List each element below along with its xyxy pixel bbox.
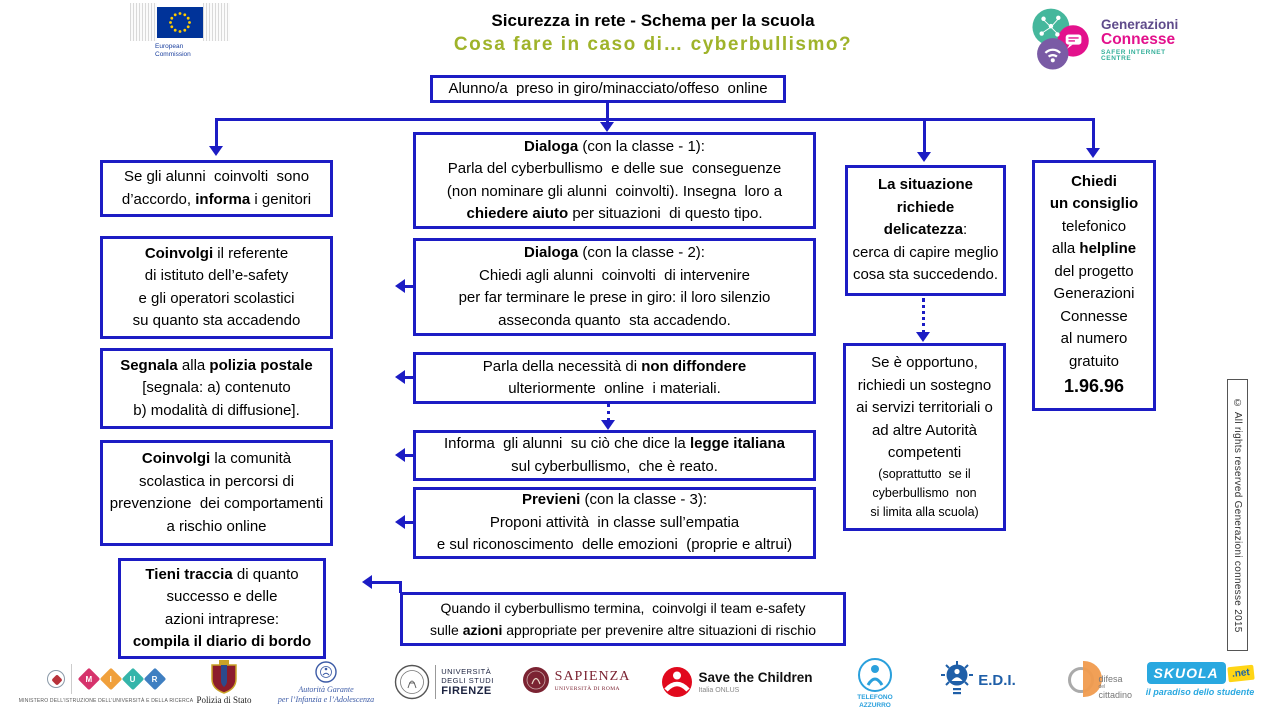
- flow-box-dialoga-1: Dialoga (con la classe - 1): Parla del cyberbullismo e delle sue conseguenze (non nominare gli alunni coinvolti). Insegna loro a chiedere aiuto per situazioni di questo tipo.: [413, 132, 816, 229]
- difesa-graphic: [1066, 661, 1132, 700]
- skuola-tagline: il paradiso dello studente: [1145, 687, 1255, 697]
- polizia-caption: Polizia di Stato: [196, 695, 252, 705]
- arrowhead-to-dialoga-1: [600, 122, 614, 132]
- dotted-connector-right: [922, 298, 925, 334]
- difesa-caption: difesa del cittadino: [1098, 674, 1132, 700]
- skuola-wordmark: SKUOLA: [1147, 662, 1226, 684]
- flow-box-coinvolgi-referente: Coinvolgi il referente di istituto dell’e-safety e gli operatori scolastici su quanto sta accadendo: [100, 236, 333, 339]
- arrowhead-dotted-center: [601, 420, 615, 430]
- logo-garante-infanzia: [272, 661, 380, 704]
- save-the-children-icon: [661, 666, 693, 698]
- sapienza-seal-icon: [522, 666, 550, 694]
- connector-previeni-left: [405, 521, 414, 524]
- miur-i-icon: I: [99, 668, 122, 691]
- title-line-1: Sicurezza in rete - Schema per la scuola: [491, 11, 815, 30]
- flow-box-helpline: Chiedi un consiglio telefonico alla helpline del progetto Generazioni Connesse al numero gratuito 1.96.96: [1032, 160, 1156, 411]
- flow-box-tieni-traccia: Tieni traccia di quanto successo e delle azioni intraprese: compila il diario di bordo: [118, 558, 326, 659]
- logo-edi: [932, 661, 1024, 699]
- edi-caption: E.D.I.: [978, 671, 1016, 689]
- logo-miur: [18, 664, 194, 704]
- arrowhead-left-team-esafety: [362, 575, 372, 589]
- copyright-strip: [1227, 379, 1248, 651]
- connector-dialoga2-left: [405, 285, 414, 288]
- logo-polizia-di-stato: [188, 660, 260, 705]
- flow-box-dialoga-2: Dialoga (con la classe - 2): Chiedi agli alunni coinvolti di intervenire per far terminare le prese in giro: il loro silenzio asseconda quanto sta accadendo.: [413, 238, 816, 336]
- title-line-2: Cosa fare in caso di… cyberbullismo?: [453, 34, 853, 55]
- connector-branch-right1: [923, 118, 926, 153]
- arrowhead-left-non-diffondere: [395, 370, 405, 384]
- italy-emblem-icon: [47, 670, 65, 688]
- flow-box-sostegno-servizi: Se è opportuno, richiedi un sostegno ai servizi territoriali o ad altre Autorità competenti (soprattutto se il cyberbullismo non si limita alla scuola): [843, 343, 1006, 531]
- firenze-caption: UNIVERSITÀ DEGLI STUDI FIRENZE: [441, 667, 494, 697]
- polizia-crest-icon: [211, 660, 237, 694]
- generazioni-connesse-logo: [1026, 5, 1191, 75]
- eu-stripes-right: [203, 3, 230, 41]
- telefono-azzurro-icon: [857, 657, 893, 693]
- arrowhead-dotted-right: [916, 332, 930, 342]
- connector-nondiffondere-left: [405, 376, 414, 379]
- arrowhead-to-helpline: [1086, 148, 1100, 158]
- gc-name-line2: Connesse: [1101, 31, 1176, 48]
- copyright-text: © All rights reserved Generazioni connesse 2015: [1232, 397, 1243, 633]
- arrowhead-left-dialoga-2: [395, 279, 405, 293]
- miur-u-icon: U: [121, 668, 144, 691]
- flow-box-segnala-polizia-postale: Segnala alla polizia postale [segnala: a) contenuto b) modalità di diffusione].: [100, 348, 333, 429]
- connector-team-elbow-bar: [372, 581, 402, 584]
- sapienza-caption: SAPIENZA UNIVERSITÀ DI ROMA: [554, 668, 631, 692]
- dotted-connector-center: [607, 404, 610, 421]
- eu-flag-icon: [157, 7, 203, 38]
- slide-title: [418, 11, 888, 56]
- save-the-children-caption: Save the Children Italia ONLUS: [698, 670, 813, 694]
- miur-m-icon: M: [77, 668, 100, 691]
- arrowhead-left-previeni: [395, 515, 405, 529]
- flow-box-non-diffondere: Parla della necessità di non diffondere ulteriormente online i materiali.: [413, 352, 816, 404]
- flow-box-situazione-delicata: La situazione richiede delicatezza: cerca di capire meglio cosa sta succedendo.: [845, 165, 1006, 296]
- flow-box-previeni: Previeni (con la classe - 3): Proponi attività in classe sull’empatia e sul riconoscimento delle emozioni (proprie e altrui): [413, 487, 816, 559]
- edi-bulb-icon: [940, 661, 974, 699]
- miur-r-icon: R: [143, 668, 166, 691]
- miur-divider: [71, 664, 72, 694]
- arrowhead-to-situazione-delicata: [917, 152, 931, 162]
- skuola-net-tab: .net: [1227, 664, 1254, 682]
- european-commission-logo: [127, 3, 233, 69]
- firenze-seal-icon: [394, 664, 430, 700]
- connector-branch-bar: [215, 118, 1095, 121]
- flow-box-team-esafety: Quando il cyberbullismo termina, coinvolgi il team e-safety sulle azioni appropriate per prevenire altre situazioni di rischio: [400, 592, 846, 646]
- logo-telefono-azzurro: [846, 657, 904, 709]
- telefono-azzurro-caption: TELEFONO AZZURRO: [857, 694, 893, 709]
- logo-universita-firenze: [388, 664, 500, 700]
- logo-skuola-net: [1140, 662, 1260, 697]
- gc-tagline: SAFER INTERNET CENTRE: [1101, 48, 1166, 62]
- firenze-divider: [435, 665, 436, 699]
- logo-sapienza: [520, 666, 632, 694]
- arrowhead-left-legge-italiana: [395, 448, 405, 462]
- arrowhead-to-informa-genitori: [209, 146, 223, 156]
- connector-branch-right2: [1092, 118, 1095, 149]
- eu-caption: European Commission: [155, 43, 191, 58]
- logo-difesa-del-cittadino: [1042, 661, 1132, 700]
- generazioni-connesse-mark-icon: [1026, 5, 1098, 75]
- connector-branch-left: [215, 118, 218, 148]
- gc-name-line1: Generazioni: [1101, 16, 1179, 32]
- flow-box-root: Alunno/a preso in giro/minacciato/offeso online: [430, 75, 786, 103]
- miur-caption: MINISTERO DELL’ISTRUZIONE DELL’UNIVERSITÀ E DELLA RICERCA: [18, 698, 194, 704]
- logo-save-the-children: [652, 666, 822, 698]
- garante-caption: Autorità Garante per l’Infanzia e l’Adolescenza: [277, 685, 375, 704]
- flow-box-informa-genitori: Se gli alunni coinvolti sono d’accordo, informa i genitori: [100, 160, 333, 217]
- flow-box-coinvolgi-comunita: Coinvolgi la comunità scolastica in percorsi di prevenzione dei comportamenti a rischio online: [100, 440, 333, 546]
- connector-legge-left: [405, 454, 414, 457]
- eu-stripes-left: [130, 3, 157, 41]
- garante-emblem-icon: [315, 661, 337, 683]
- flow-box-legge-italiana: Informa gli alunni su ciò che dice la legge italiana sul cyberbullismo, che è reato.: [413, 430, 816, 481]
